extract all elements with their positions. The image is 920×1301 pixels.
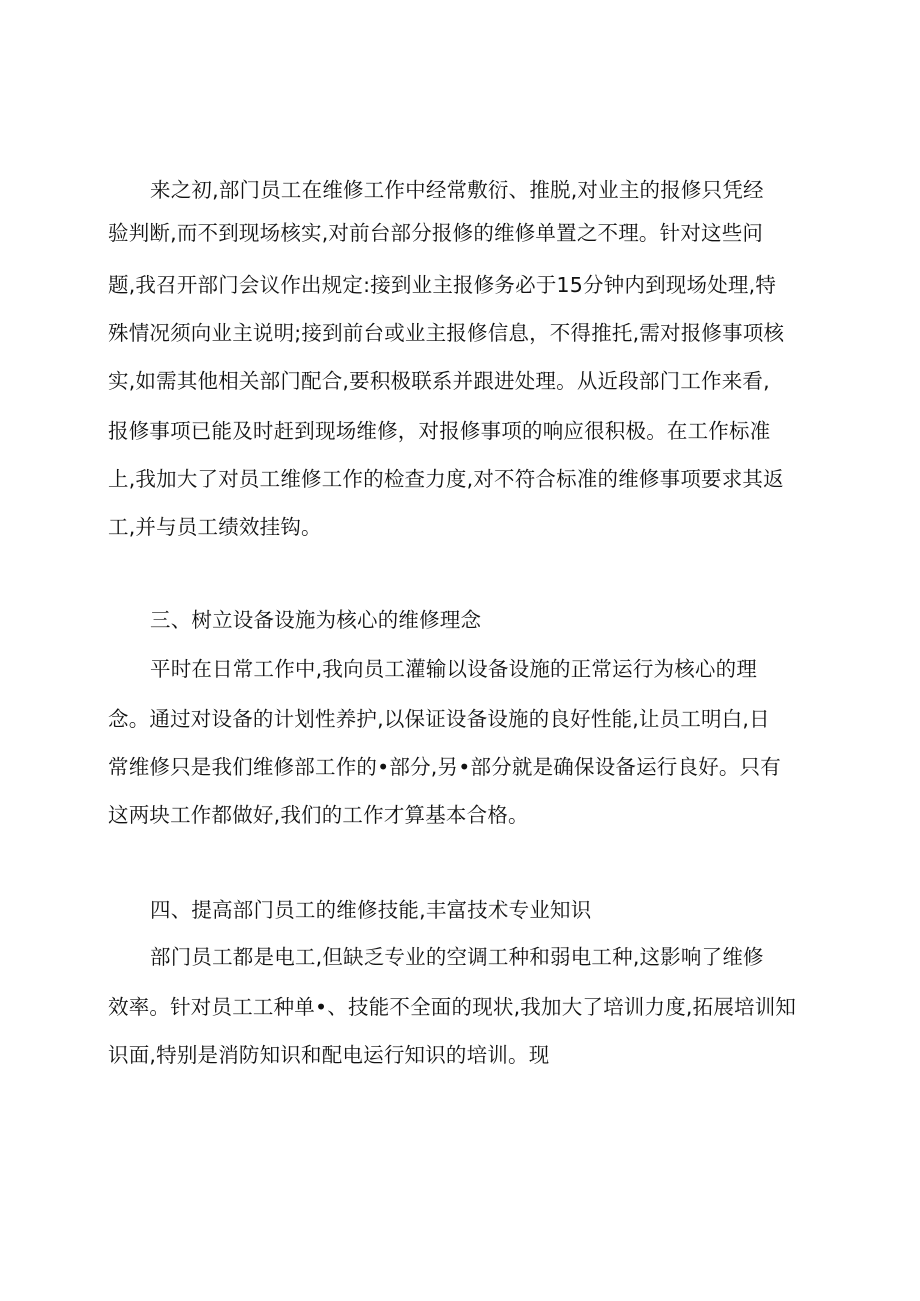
paragraph-line: 工,并与员工绩效挂钩。 (108, 515, 322, 539)
section-heading-3: 三、树立设备设施为核心的维修理念 (150, 608, 482, 632)
paragraph-line: 部门员工都是电工,但缺乏专业的空调工种和弱电工种,这影响了维修 (150, 945, 764, 969)
paragraph-line: 验判断,而不到现场核实,对前台部分报修的维修单置之不理。针对这些问 (108, 221, 764, 245)
paragraph-line: 常维修只是我们维修部工作的•部分,另•部分就是确保设备运行良好。只有 (108, 755, 781, 779)
paragraph-line: 平时在日常工作中,我向员工灌输以设备设施的正常运行为核心的理 (150, 657, 758, 681)
paragraph-line: 念。通过对设备的计划性养护,以保证设备设施的良好性能,让员工明白,日 (108, 707, 770, 731)
paragraph-line: 实,如需其他相关部门配合,要积极联系并跟进处理。从近段部门工作来看, (108, 369, 770, 393)
paragraph-line: 殊情况须向业主说明;接到前台或业主报修信息，不得推托,需对报修事项核 (108, 321, 785, 345)
paragraph-line: 来之初,部门员工在维修工作中经常敷衍、推脱,对业主的报修只凭经 (150, 178, 764, 202)
paragraph-line: 效率。针对员工工种单•、技能不全面的现状,我加大了培训力度,拓展培训知 (108, 995, 797, 1019)
section-heading-4: 四、提高部门员工的维修技能,丰富技术专业知识 (150, 898, 592, 922)
paragraph-line: 上,我加大了对员工维修工作的检查力度,对不符合标准的维修事项要求其返 (108, 467, 784, 491)
paragraph-line: 识面,特别是消防知识和配电运行知识的培训。现 (108, 1043, 550, 1067)
paragraph-line: 这两块工作都做好,我们的工作才算基本合格。 (108, 803, 529, 827)
paragraph-line: 题,我召开部门会议作出规定:接到业主报修务必于15分钟内到现场处理,特 (108, 273, 777, 297)
paragraph-line: 报修事项已能及时赶到现场维修，对报修事项的响应很积极。在工作标准 (108, 419, 771, 443)
